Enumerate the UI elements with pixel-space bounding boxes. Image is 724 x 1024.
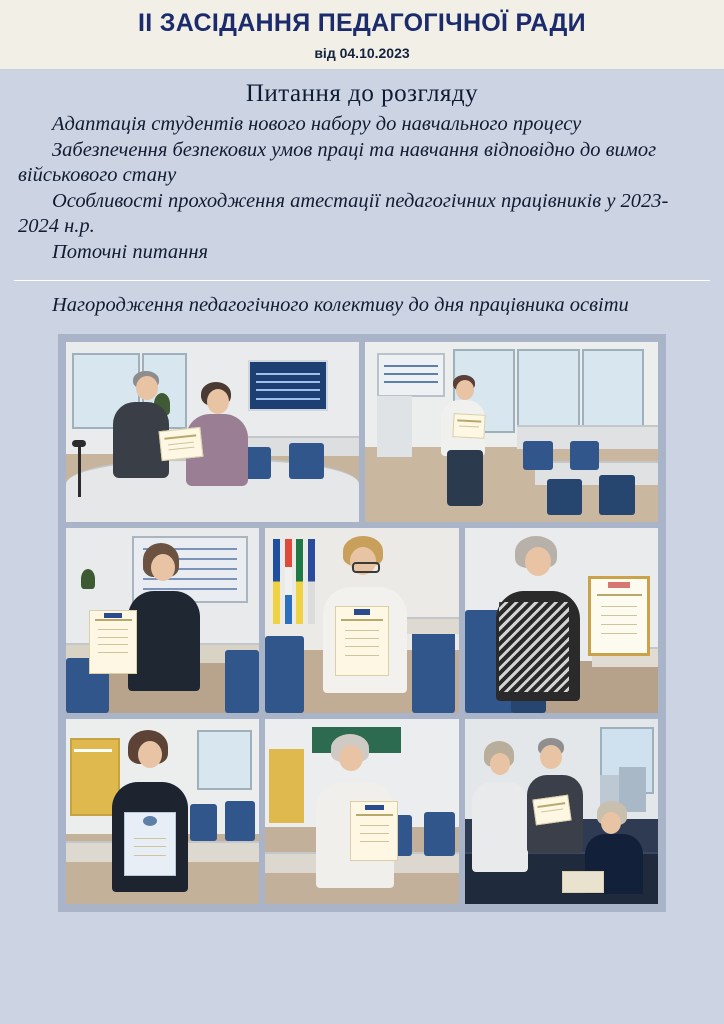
photo <box>465 528 658 713</box>
photo <box>265 528 458 713</box>
agenda-item: Поточні питання <box>52 240 209 263</box>
photo <box>66 528 259 713</box>
page-title: II ЗАСІДАННЯ ПЕДАГОГІЧНОЇ РАДИ <box>138 9 586 37</box>
meeting-date: від 04.10.2023 <box>314 44 410 61</box>
agenda-section <box>0 70 724 270</box>
photo <box>66 342 359 522</box>
photo <box>265 719 458 904</box>
collage-row <box>66 342 658 522</box>
agenda-item: Особливості проходження атестації педагогічних працівників у 2023-2024 н.р. <box>18 189 669 237</box>
agenda-item: Адаптація студентів нового набору до навчального процесу <box>52 112 582 135</box>
photo <box>365 342 658 522</box>
photo <box>465 719 658 904</box>
photo-collage <box>58 334 666 912</box>
document-header <box>0 0 724 70</box>
collage-row <box>66 719 658 904</box>
collage-row <box>66 528 658 713</box>
photo <box>66 719 259 904</box>
agenda-item: Забезпечення безпекових умов праці та навчання відповідно до вимог військового стану <box>18 138 657 186</box>
award-text: Нагородження педагогічного колективу до дня працівника освіти <box>52 293 629 316</box>
agenda-heading: Питання до розгляду <box>245 79 479 107</box>
divider <box>14 280 710 281</box>
